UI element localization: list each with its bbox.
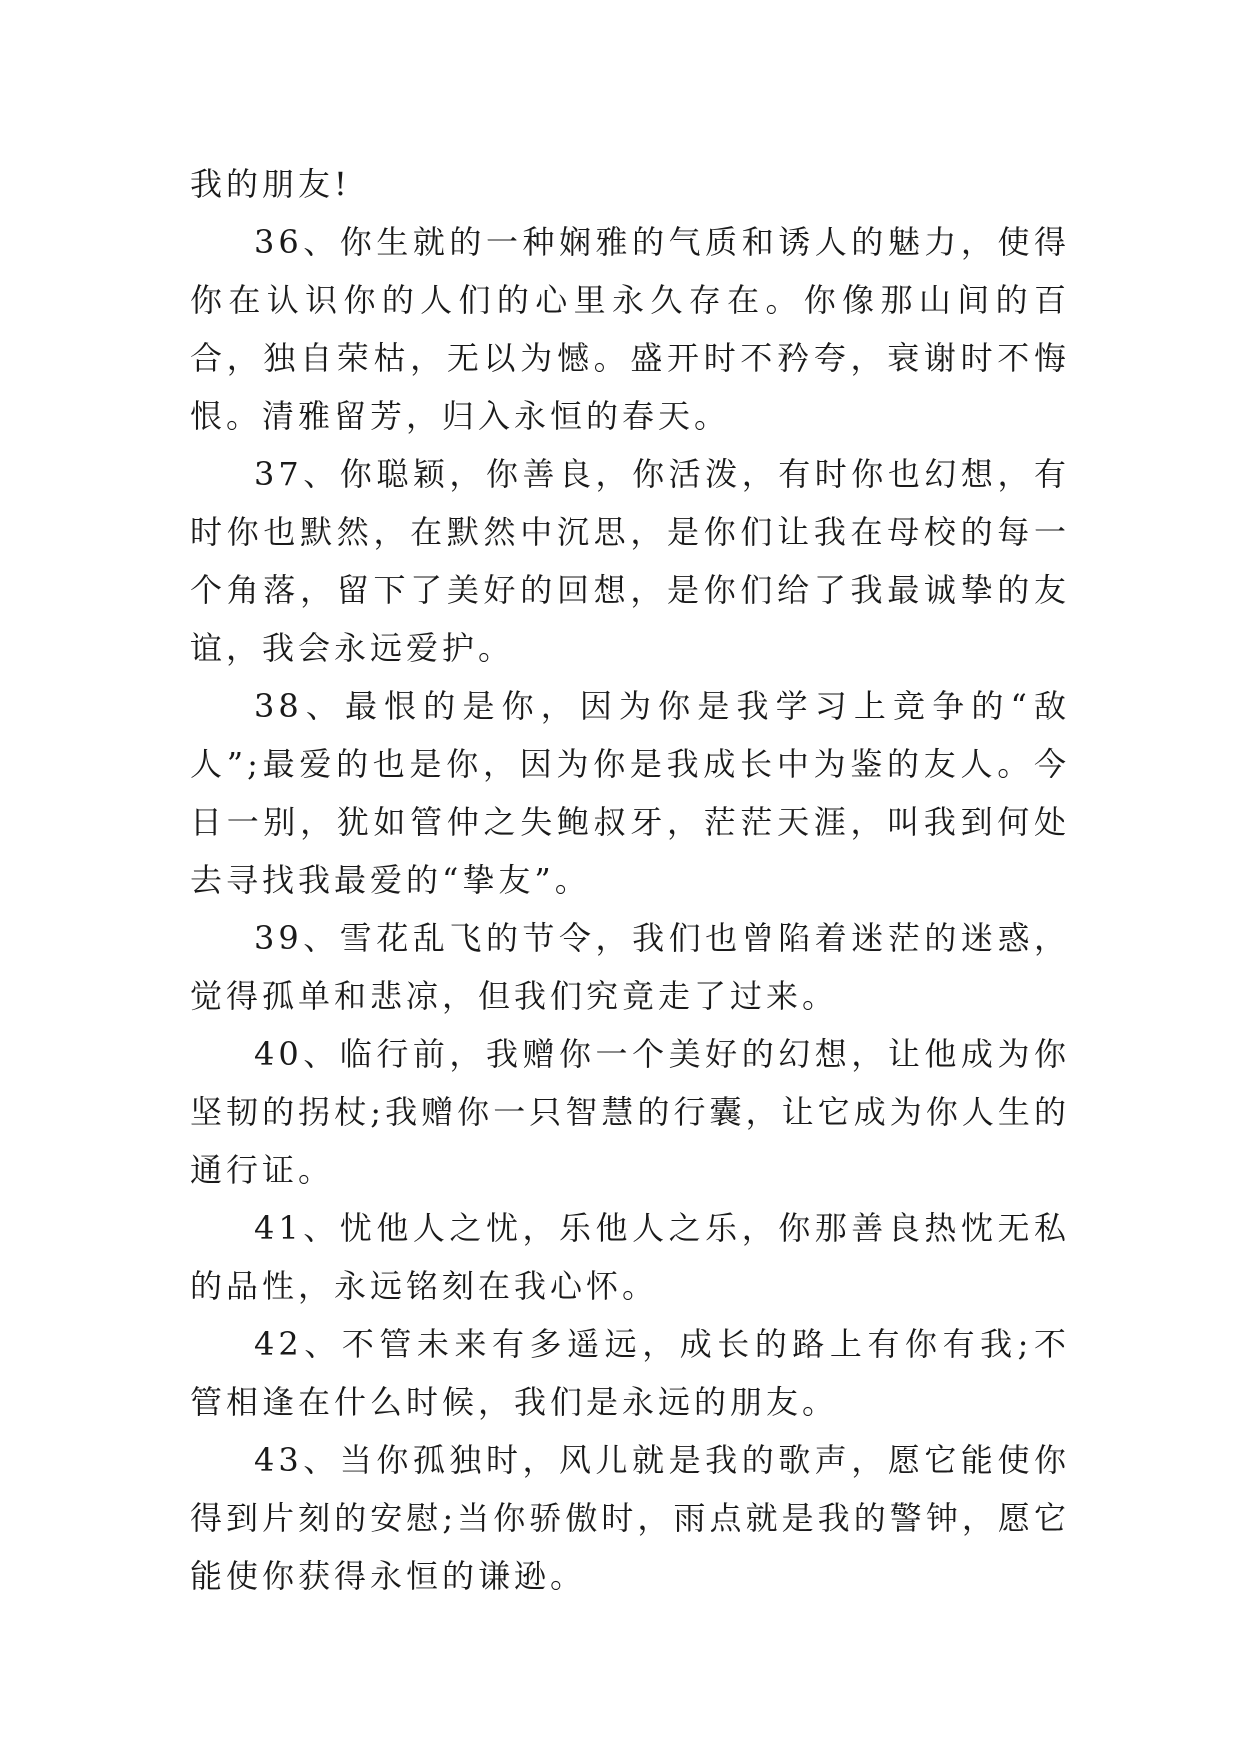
- paragraph-40: 40、临行前，我赠你一个美好的幻想，让他成为你坚韧的拐杖;我赠你一只智慧的行囊，让它成为你人生的通行证。: [190, 1035, 1070, 1189]
- paragraph-36: 36、你生就的一种娴雅的气质和诱人的魅力，使得你在认识你的人们的心里永久存在。你像那山间的百合，独自荣枯，无以为憾。盛开时不矜夸，衰谢时不悔恨。清雅留芳，归入永恒的春天。: [190, 223, 1070, 435]
- paragraph-39: 39、雪花乱飞的节令，我们也曾陷着迷茫的迷惑，觉得孤单和悲凉，但我们究竟走了过来。: [190, 919, 1070, 1015]
- paragraph-37: 37、你聪颖，你善良，你活泼，有时你也幻想，有时你也默然，在默然中沉思，是你们让我在母校的每一个角落，留下了美好的回想，是你们给了我最诚挚的友谊，我会永远爱护。: [190, 455, 1070, 667]
- paragraph-43: 43、当你孤独时，风儿就是我的歌声，愿它能使你得到片刻的安慰;当你骄傲时，雨点就是我的警钟，愿它能使你获得永恒的谦逊。: [190, 1441, 1070, 1595]
- paragraph-38: 38、最恨的是你，因为你是我学习上竞争的“敌人”;最爱的也是你，因为你是我成长中为鉴的友人。今日一别，犹如管仲之失鲍叔牙，茫茫天涯，叫我到何处去寻找我最爱的“挚友”。: [190, 687, 1070, 899]
- paragraph-41: 41、忧他人之忧，乐他人之乐，你那善良热忱无私的品性，永远铭刻在我心怀。: [190, 1209, 1070, 1305]
- paragraph-42: 42、不管未来有多遥远，成长的路上有你有我;不管相逢在什么时候，我们是永远的朋友。: [190, 1325, 1070, 1421]
- paragraph-continuation: 我的朋友!: [190, 165, 351, 203]
- document-body: [190, 155, 1070, 1605]
